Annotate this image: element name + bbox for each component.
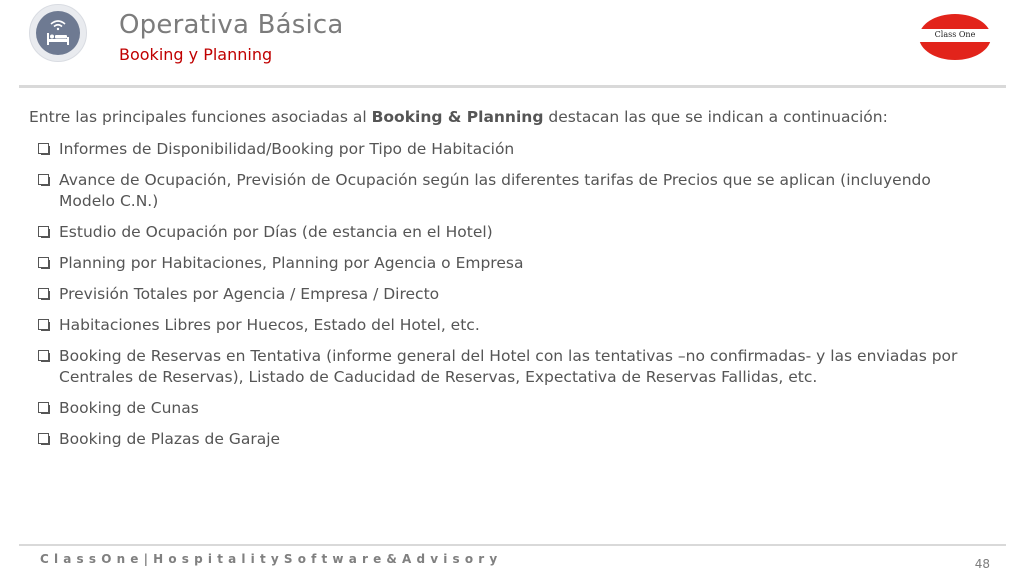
- list-item-text: Informes de Disponibilidad/Booking por Tipo de Habitación: [59, 140, 515, 158]
- checkbox-bullet-icon: [38, 319, 49, 330]
- page-title: Operativa Básica: [119, 10, 344, 40]
- intro-text-bold: Booking & Planning: [371, 108, 544, 126]
- checkbox-bullet-icon: [38, 433, 49, 444]
- hotel-bed-wifi-icon: [36, 11, 80, 55]
- list-item-text: Previsión Totales por Agencia / Empresa / Directo: [59, 285, 440, 303]
- checkbox-bullet-icon: [38, 402, 49, 413]
- list-item-text: Booking de Cunas: [59, 399, 199, 417]
- class-one-logo: [919, 14, 991, 60]
- list-item-text: Planning por Habitaciones, Planning por Agencia o Empresa: [59, 254, 524, 272]
- page-number: 48: [974, 557, 990, 571]
- list-item-text: Booking de Plazas de Garaje: [59, 430, 281, 448]
- intro-text-after: destacan las que se indican a continuación:: [543, 108, 888, 126]
- main-content: [29, 107, 989, 460]
- checkbox-bullet-icon: [38, 174, 49, 185]
- list-item: [29, 284, 989, 305]
- list-item: [29, 139, 989, 160]
- checkbox-bullet-icon: [38, 143, 49, 154]
- list-item-text: Habitaciones Libres por Huecos, Estado del Hotel, etc.: [59, 316, 480, 334]
- function-list: [29, 139, 989, 450]
- checkbox-bullet-icon: [38, 288, 49, 299]
- footer-text: C l a s s O n e | H o s p i t a l i t y S o f t w a r e & A d v i s o r y: [40, 552, 498, 566]
- hotel-logo: [29, 4, 87, 62]
- checkbox-bullet-icon: [38, 226, 49, 237]
- intro-text-before: Entre las principales funciones asociadas al: [29, 108, 372, 126]
- list-item: [29, 398, 989, 419]
- checkbox-bullet-icon: [38, 350, 49, 361]
- list-item-text: Avance de Ocupación, Previsión de Ocupación según las diferentes tarifas de Precios que se aplican (incluyendo Modelo C.N.): [59, 171, 931, 210]
- list-item: [29, 429, 989, 450]
- checkbox-bullet-icon: [38, 257, 49, 268]
- intro-paragraph: [29, 107, 989, 128]
- list-item: [29, 222, 989, 243]
- class-one-logo-text: Class One: [934, 30, 976, 39]
- list-item: [29, 253, 989, 274]
- bottom-divider: [19, 544, 1006, 546]
- page-subtitle: Booking y Planning: [119, 45, 273, 64]
- list-item: [29, 315, 989, 336]
- list-item-text: Estudio de Ocupación por Días (de estancia en el Hotel): [59, 223, 493, 241]
- list-item: [29, 170, 989, 212]
- top-divider: [19, 85, 1006, 88]
- list-item: [29, 346, 989, 388]
- list-item-text: Booking de Reservas en Tentativa (informe general del Hotel con las tentativas –no confirmadas- y las enviadas por Centrales de Reservas), Listado de Caducidad de Reservas, Expectativa de Reservas Fallidas, etc.: [59, 347, 958, 386]
